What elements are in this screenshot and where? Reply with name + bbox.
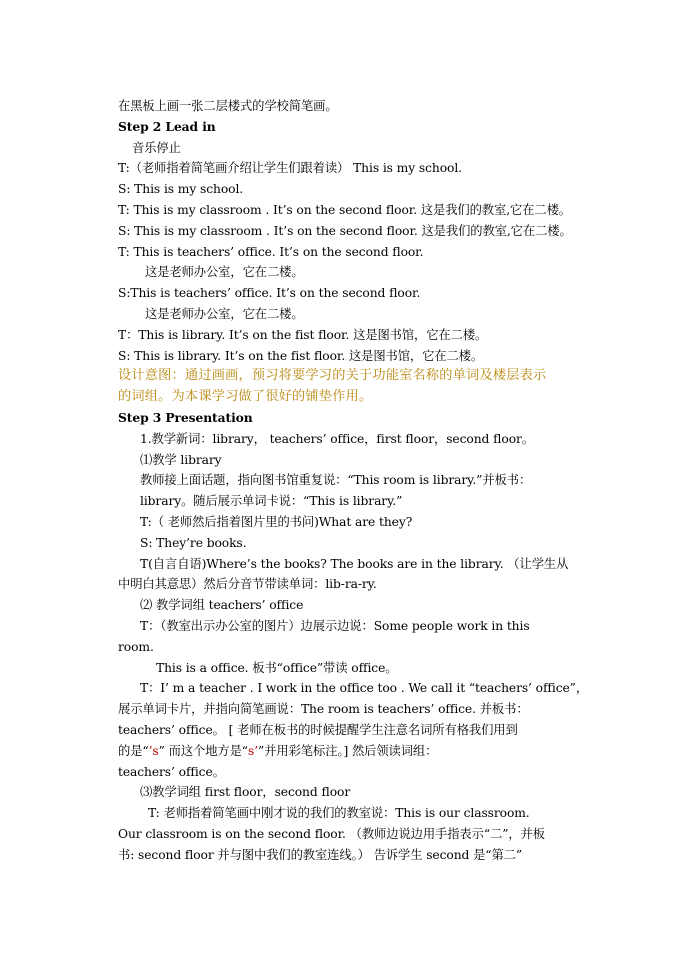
text-segment: ”并用彩笔标注。] 然后领读词组： — [258, 743, 438, 758]
text-line — [118, 741, 588, 762]
text-line: T：This is library. It’s on the fist floor. 这是图书馆，它在二楼。 — [118, 327, 488, 342]
text-line: 1.教学新词：library， teachers’ office，first floor，second floor。 — [140, 431, 534, 446]
text-line: T: This is teachers’ office. It’s on the second floor. — [118, 244, 424, 259]
highlight-apostrophe-s: ’s — [148, 743, 159, 758]
text-line: 在黑板上画一张二层楼式的学校简笔画。 — [118, 99, 338, 113]
text-line: 展示单词卡片，并指向简笔画说：The room is teachers’ office. 并板书： — [118, 702, 529, 717]
text-line: 这是老师办公室，它在二楼。 — [145, 306, 304, 321]
text-line: 教师接上面话题，指向图书馆重复说：“This room is library.”并板书： — [140, 473, 532, 488]
text-line: Our classroom is on the second floor. （教师边说边用手指表示“二”，并板 — [118, 826, 545, 841]
text-line: library。随后展示单词卡说：“This is library.” — [140, 494, 403, 509]
text-line: 中明白其意思）然后分音节带读单词：lib-ra-ry. — [118, 577, 377, 592]
text-line: T: 老师指着简笔画中刚才说的我们的教室说：This is our classroom. — [148, 806, 530, 821]
text-line: T(自言自语)Where’s the books? The books are in the library. （让学生从 — [140, 556, 569, 571]
text-line: T：I’ m a teacher . I work in the office too . We call it “teachers’ office”， — [140, 681, 589, 696]
section-heading: Step 3 Presentation — [118, 409, 253, 425]
text-line: T:（老师指着简笔画介绍让学生们跟着读） This is my school. — [118, 161, 462, 176]
highlight-s-apostrophe: s’ — [248, 743, 259, 758]
text-line: This is a office. 板书“office”带读 office。 — [156, 660, 398, 675]
text-line: S:This is teachers’ office. It’s on the second floor. — [118, 286, 421, 301]
text-line: T:（ 老师然后指着图片里的书问)What are they? — [140, 514, 413, 529]
text-line: teachers’ office。 — [118, 764, 225, 779]
text-line: T：（教室出示办公室的图片）边展示边说：Some people work in this — [140, 618, 530, 633]
text-line: T: This is my classroom . It’s on the second floor. 这是我们的教室,它在二楼。 — [118, 202, 571, 217]
text-line: teachers’ office。 [ 老师在板书的时候提醒学生注意名词所有格我们用到 — [118, 722, 518, 737]
text-segment: ” 而这个地方是“ — [158, 743, 248, 758]
section-heading: Step 2 Lead in — [118, 118, 216, 134]
text-line: ⑶教学词组 first floor，second floor — [140, 785, 351, 800]
text-line: 这是老师办公室，它在二楼。 — [145, 265, 304, 280]
text-line: room. — [118, 639, 154, 654]
text-line: 书: second floor 并与图中我们的教室连线。） 告诉学生 second 是“第二” — [118, 847, 523, 862]
text-line: S: This is library. It’s on the fist floor. 这是图书馆，它在二楼。 — [118, 348, 484, 363]
document-body — [118, 96, 588, 865]
text-line: ⑵ 教学词组 teachers’ office — [140, 598, 304, 613]
text-line: S: This is my classroom . It’s on the second floor. 这是我们的教室,它在二楼。 — [118, 223, 572, 238]
text-line: S: This is my school. — [118, 182, 244, 197]
text-line: S: They’re books. — [140, 535, 247, 550]
text-line: ⑴教学 library — [140, 452, 222, 467]
text-segment: 的是“ — [118, 743, 149, 758]
text-line: 音乐停止 — [132, 140, 181, 155]
design-intent-note: 的词组。为本课学习做了很好的铺垫作用。 — [118, 389, 373, 405]
design-intent-note: 设计意图：通过画画，预习将要学习的关于功能室名称的单词及楼层表示 — [118, 368, 547, 384]
